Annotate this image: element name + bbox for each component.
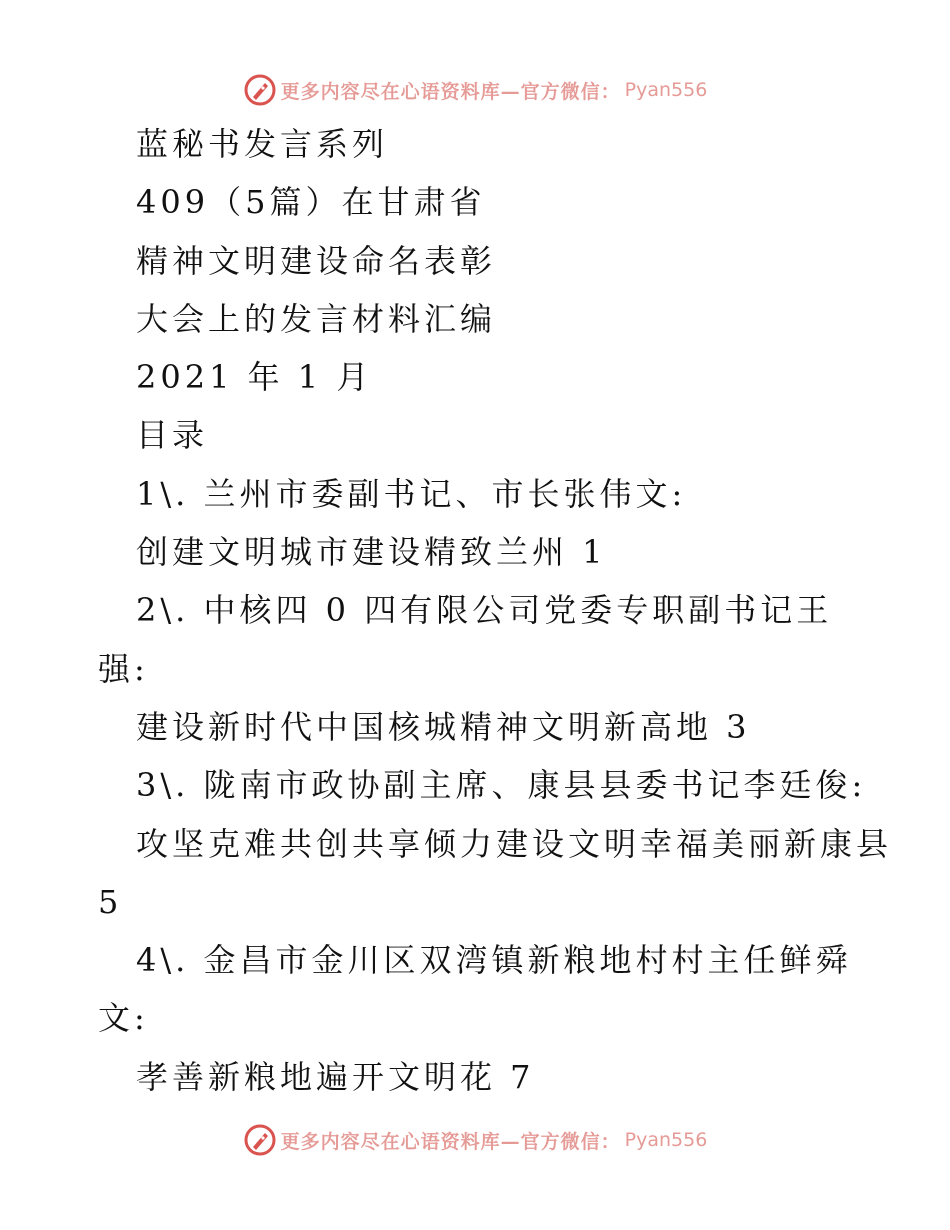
- toc-item-2-title: 建设新时代中国核城精神文明新高地 3: [136, 707, 751, 746]
- footer-watermark: [0, 1120, 950, 1160]
- header-wechat-id: Pyan556: [624, 79, 708, 101]
- toc-heading: 目录: [136, 416, 209, 455]
- pen-nib-logo-icon: [243, 1123, 277, 1157]
- document-body: [98, 115, 893, 1106]
- title-line-date: 2021 年 1 月: [136, 358, 373, 397]
- toc-item-1-heading: 1\. 兰州市委副书记、市长张伟文:: [136, 474, 687, 513]
- toc-item-4-heading: 4\. 金昌市金川区双湾镇新粮地村村主任鲜舜: [136, 941, 852, 980]
- toc-item-1-title: 创建文明城市建设精致兰州 1: [136, 533, 607, 572]
- header-watermark-text: 更多内容尽在心语资料库—官方微信：: [280, 80, 621, 103]
- toc-item-4-heading-cont: 文:: [98, 999, 149, 1038]
- title-line-subtitle: 大会上的发言材料汇编: [136, 299, 497, 338]
- toc-item-2-heading: 2\. 中核四 0 四有限公司党委专职副书记王: [136, 591, 833, 630]
- header-watermark: [0, 70, 950, 110]
- title-line-number: 409（5篇）在甘肃省: [136, 183, 486, 222]
- footer-wechat-id: Pyan556: [624, 1129, 708, 1151]
- toc-item-3-title-cont: 5: [98, 882, 123, 921]
- toc-item-4-title: 孝善新粮地遍开文明花 7: [136, 1057, 535, 1096]
- toc-item-3-title: 攻坚克难共创共享倾力建设文明幸福美丽新康县: [136, 824, 893, 863]
- footer-watermark-text: 更多内容尽在心语资料库—官方微信：: [280, 1130, 621, 1153]
- title-line-topic: 精神文明建设命名表彰: [136, 241, 497, 280]
- toc-item-2-heading-cont: 强:: [98, 649, 149, 688]
- toc-item-3-heading: 3\. 陇南市政协副主席、康县县委书记李廷俊:: [136, 766, 867, 805]
- pen-nib-logo-icon: [243, 73, 277, 107]
- title-line-series: 蓝秘书发言系列: [136, 125, 389, 163]
